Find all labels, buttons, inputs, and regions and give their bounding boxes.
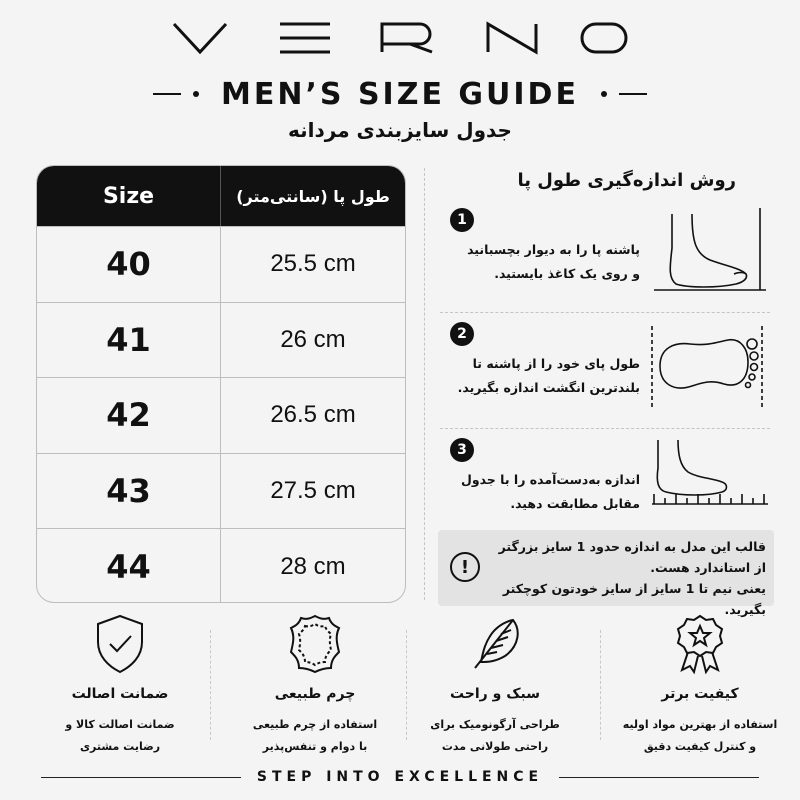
size-table bbox=[36, 165, 406, 603]
foot-sole-icon bbox=[648, 322, 768, 412]
step-divider bbox=[440, 312, 770, 313]
step-text-line: طول پای خود را از پاشنه تا bbox=[472, 356, 640, 371]
title-dot-left bbox=[193, 91, 199, 97]
table-row bbox=[37, 226, 405, 302]
feature-title: کیفیت برتر bbox=[661, 686, 739, 702]
measure-step-2 bbox=[440, 322, 770, 422]
footer-tagline: STEP INTO EXCELLENCE bbox=[256, 769, 544, 785]
footer bbox=[0, 762, 800, 792]
brand-logo bbox=[0, 10, 800, 66]
feature-desc bbox=[30, 714, 210, 758]
feature-desc bbox=[225, 714, 405, 758]
size-cell: 42 bbox=[37, 378, 221, 453]
feature-lightweight bbox=[405, 612, 585, 752]
measure-title: روش اندازه‌گیری طول پا bbox=[517, 170, 736, 191]
length-cell: 26 cm bbox=[280, 325, 346, 353]
size-table-header bbox=[37, 166, 405, 226]
feature-separator bbox=[600, 630, 601, 740]
footer-line-left bbox=[41, 777, 241, 778]
length-cell: 28 cm bbox=[280, 552, 346, 580]
step-text bbox=[440, 238, 640, 286]
shield-check-icon bbox=[90, 612, 150, 674]
title-line-left bbox=[153, 93, 181, 95]
col-length-header: طول پا (سانتی‌متر) bbox=[236, 186, 390, 206]
step-text-line: بلندترین انگشت اندازه بگیرید. bbox=[457, 380, 640, 395]
length-cell: 27.5 cm bbox=[270, 477, 356, 505]
measure-step-1 bbox=[440, 208, 770, 308]
fit-notice bbox=[438, 530, 774, 617]
page-title: MEN’S SIZE GUIDE bbox=[221, 76, 579, 112]
feature-title: ضمانت اصالت bbox=[71, 686, 169, 702]
feature-leather bbox=[225, 612, 405, 752]
foot-wall-icon bbox=[648, 208, 768, 296]
step-text-line: اندازه به‌دست‌آمده را با جدول bbox=[460, 472, 640, 487]
feature-desc bbox=[405, 714, 585, 758]
step-text bbox=[440, 352, 640, 400]
step-text-line: مقابل مطابقت دهید. bbox=[510, 496, 640, 511]
step-divider bbox=[440, 428, 770, 429]
notice-line: یعنی نیم تا 1 سایز از سایز خودتون کوچکتر بگیرید. bbox=[502, 581, 766, 617]
feature-authenticity bbox=[30, 612, 210, 752]
length-cell: 26.5 cm bbox=[270, 401, 356, 429]
feature-desc-line: راحتی طولانی مدت bbox=[441, 740, 549, 753]
table-row bbox=[37, 302, 405, 378]
title-line-right bbox=[619, 93, 647, 95]
feature-desc-line: طراحی آرگونومیک برای bbox=[430, 718, 560, 731]
feature-desc-line: رضایت مشتری bbox=[79, 740, 161, 753]
step-text bbox=[440, 468, 640, 516]
foot-ruler-icon bbox=[648, 438, 772, 524]
page-subtitle: جدول سایزبندی مردانه bbox=[288, 118, 512, 142]
length-cell: 25.5 cm bbox=[270, 250, 356, 278]
feature-desc-line: استفاده از چرم طبیعی bbox=[252, 718, 378, 731]
table-row bbox=[37, 528, 405, 603]
step-text-line: پاشنه پا را به دیوار بچسبانید bbox=[467, 242, 640, 257]
table-row bbox=[37, 453, 405, 529]
feature-desc-line: استفاده از بهترین مواد اولیه bbox=[622, 718, 778, 731]
notice-line: قالب این مدل به اندازه حدود 1 سایز بزرگتر bbox=[498, 539, 766, 554]
notice-text bbox=[486, 536, 766, 620]
size-cell: 43 bbox=[37, 454, 221, 529]
size-cell: 44 bbox=[37, 529, 221, 603]
step-number: 2 bbox=[450, 322, 474, 346]
feature-title: چرم طبیعی bbox=[274, 686, 356, 702]
size-cell: 40 bbox=[37, 227, 221, 302]
title-dot-right bbox=[601, 91, 607, 97]
feature-desc-line: ضمانت اصالت کالا و bbox=[65, 718, 175, 731]
notice-line: از استاندارد هست. bbox=[650, 560, 766, 575]
leather-icon bbox=[285, 612, 345, 674]
title-row bbox=[0, 72, 800, 116]
col-size-header: Size bbox=[37, 166, 221, 226]
step-number: 3 bbox=[450, 438, 474, 462]
feature-desc-line: با دوام و تنفس‌پذیر bbox=[262, 740, 368, 753]
feather-icon bbox=[465, 612, 525, 674]
footer-line-right bbox=[559, 777, 759, 778]
feature-desc-line: و کنترل کیفیت دقیق bbox=[643, 740, 757, 753]
table-row bbox=[37, 377, 405, 453]
size-cell: 41 bbox=[37, 303, 221, 378]
warning-icon: ! bbox=[450, 552, 480, 582]
verno-wordmark bbox=[170, 18, 630, 58]
feature-title: سبک و راحت bbox=[449, 686, 541, 702]
feature-desc bbox=[610, 714, 790, 758]
feature-separator bbox=[210, 630, 211, 740]
measure-step-3 bbox=[440, 438, 770, 538]
step-number: 1 bbox=[450, 208, 474, 232]
step-text-line: و روی یک کاغذ بایستید. bbox=[494, 266, 640, 281]
quality-badge-icon bbox=[670, 612, 730, 674]
feature-quality bbox=[610, 612, 790, 752]
vertical-divider bbox=[424, 168, 425, 600]
